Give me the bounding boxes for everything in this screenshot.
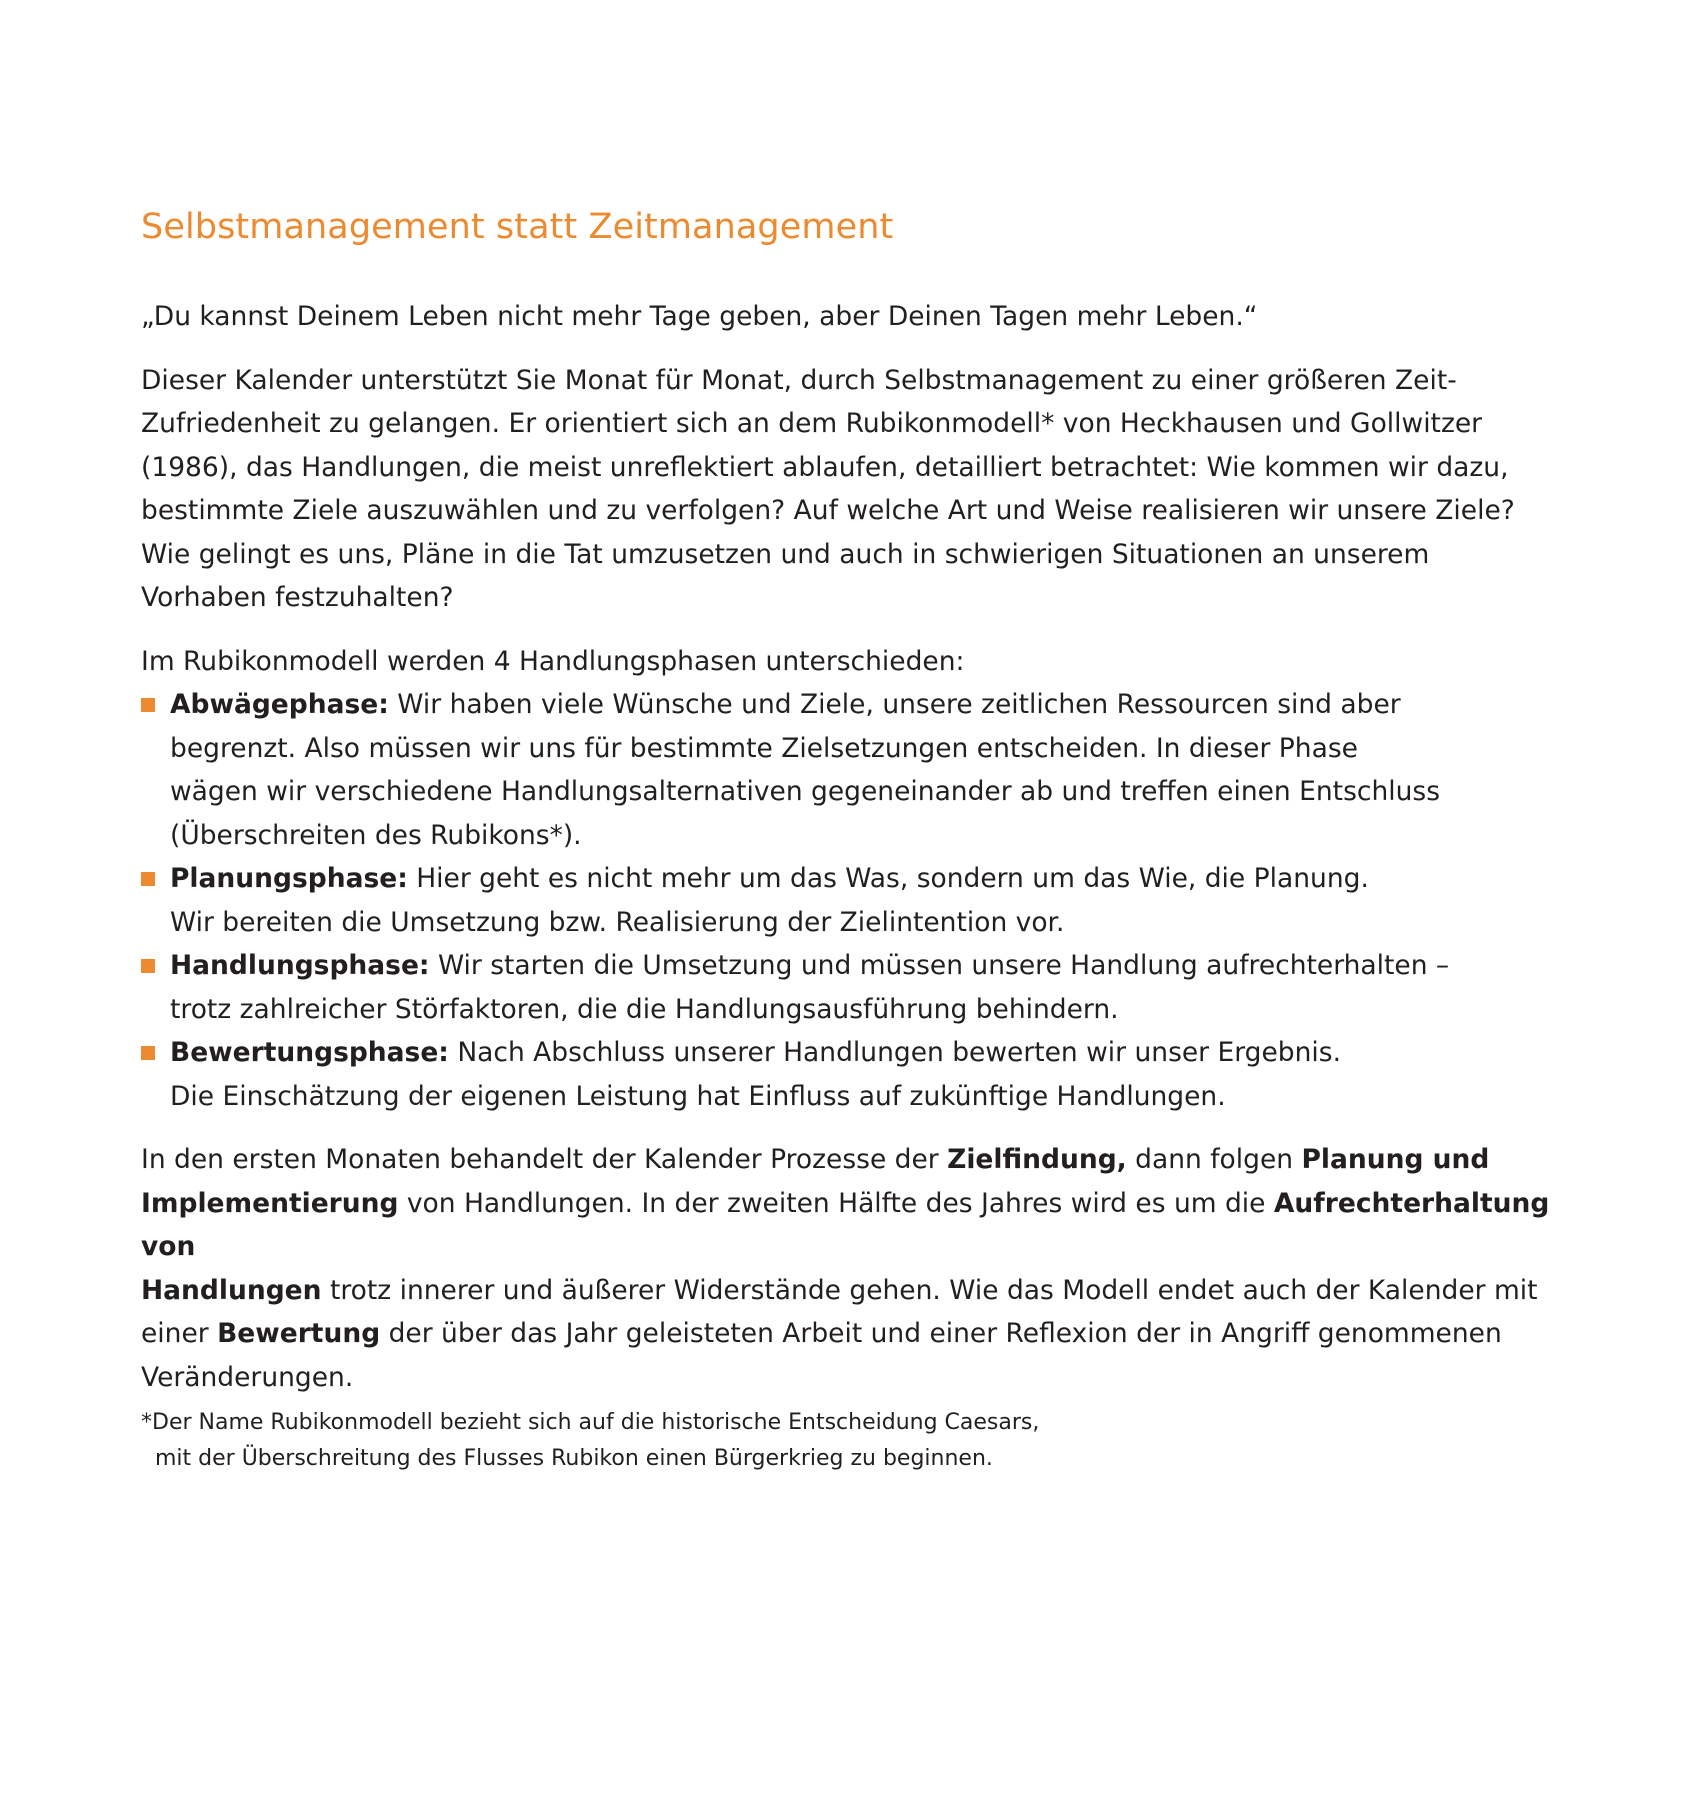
phase-text: Wir bereiten die Umsetzung bzw. Realisierung der Zielintention vor. — [170, 906, 1065, 938]
summary-emphasis: Implementierung — [141, 1187, 399, 1219]
phase-text: Die Einschätzung der eigenen Leistung hat Einfluss auf zukünftige Handlungen. — [170, 1080, 1226, 1112]
summary-text: Veränderungen. — [141, 1361, 354, 1393]
square-bullet-icon — [141, 698, 155, 712]
summary-emphasis: Aufrechterhaltung von — [141, 1187, 1550, 1262]
square-bullet-icon — [141, 872, 155, 886]
phase-text: trotz zahlreicher Störfaktoren, die die Handlungsausführung behindern. — [170, 993, 1119, 1025]
square-bullet-icon — [141, 959, 155, 973]
list-item — [141, 944, 1561, 1031]
footnote-line: *Der Name Rubikonmodell bezieht sich auf die historische Entscheidung Caesars, — [141, 1410, 1040, 1435]
phase-text: Wir starten die Umsetzung und müssen unsere Handlung aufrechterhalten – — [429, 950, 1450, 981]
intro-line: Vorhaben festzuhalten? — [141, 582, 454, 613]
summary-text: trotz innerer und äußerer Widerstände gehen. Wie das Modell endet auch der Kalender mit — [321, 1274, 1538, 1306]
square-bullet-icon — [141, 1046, 155, 1060]
summary-text: einer — [141, 1318, 218, 1349]
summary-emphasis: Handlungen — [141, 1274, 322, 1306]
phase-text: Nach Abschluss unserer Handlungen bewerten wir unser Ergebnis. — [448, 1037, 1342, 1068]
list-item — [141, 683, 1561, 857]
page-title: Selbstmanagement statt Zeitmanagement — [141, 207, 894, 247]
intro-line: bestimmte Ziele auszuwählen und zu verfolgen? Auf welche Art und Weise realisieren wir unsere Ziele? — [141, 495, 1515, 526]
phase-text: begrenzt. Also müssen wir uns für bestimmte Zielsetzungen entscheiden. In dieser Phase — [170, 732, 1358, 764]
phase-text: Hier geht es nicht mehr um das Was, sondern um das Wie, die Planung. — [407, 863, 1369, 894]
footnote — [141, 1405, 1039, 1477]
list-intro: Im Rubikonmodell werden 4 Handlungsphasen unterschieden: — [141, 645, 965, 677]
summary-text: In den ersten Monaten behandelt der Kalender Prozesse der — [141, 1144, 948, 1175]
intro-line: Wie gelingt es uns, Pläne in die Tat umzusetzen und auch in schwierigen Situationen an unserem — [141, 538, 1430, 570]
phase-text: Wir haben viele Wünsche und Ziele, unsere zeitlichen Ressourcen sind aber — [388, 689, 1401, 720]
summary-paragraph — [141, 1138, 1561, 1399]
summary-text: von Handlungen. In der zweiten Hälfte des Jahres wird es um die — [398, 1187, 1274, 1219]
phase-term: Abwägephase: — [170, 689, 389, 720]
page-content — [141, 205, 1561, 1399]
phase-term: Bewertungsphase: — [170, 1037, 449, 1068]
quote: „Du kannst Deinem Leben nicht mehr Tage geben, aber Deinen Tagen mehr Leben.“ — [141, 301, 1258, 332]
intro-paragraph — [141, 359, 1561, 620]
summary-emphasis: Planung und — [1301, 1144, 1490, 1175]
phase-text: (Überschreiten des Rubikons*). — [170, 819, 582, 851]
list-item — [141, 1031, 1561, 1118]
phase-term: Handlungsphase: — [170, 950, 430, 981]
intro-line: (1986), das Handlungen, die meist unreflektiert ablaufen, detailliert betrachtet: Wie kommen wir dazu, — [141, 451, 1509, 483]
intro-line: Zufriedenheit zu gelangen. Er orientiert sich an dem Rubikonmodell* von Heckhausen und Gollwitzer — [141, 408, 1483, 439]
phase-list — [141, 683, 1561, 1118]
phase-text: wägen wir verschiedene Handlungsalternativen gegeneinander ab und treffen einen Entschluss — [170, 776, 1441, 807]
list-item — [141, 857, 1561, 944]
intro-line: Dieser Kalender unterstützt Sie Monat für Monat, durch Selbstmanagement zu einer größeren Zeit- — [141, 364, 1457, 396]
summary-emphasis: Bewertung — [217, 1318, 381, 1349]
summary-text: der über das Jahr geleisteten Arbeit und einer Reflexion der in Angriff genommenen — [380, 1318, 1502, 1349]
summary-text: dann folgen — [1126, 1144, 1302, 1175]
phase-term: Planungsphase: — [170, 863, 408, 894]
footnote-line: mit der Überschreitung des Flusses Rubikon einen Bürgerkrieg zu beginnen. — [155, 1446, 993, 1471]
summary-emphasis: Zielfindung, — [947, 1144, 1127, 1175]
